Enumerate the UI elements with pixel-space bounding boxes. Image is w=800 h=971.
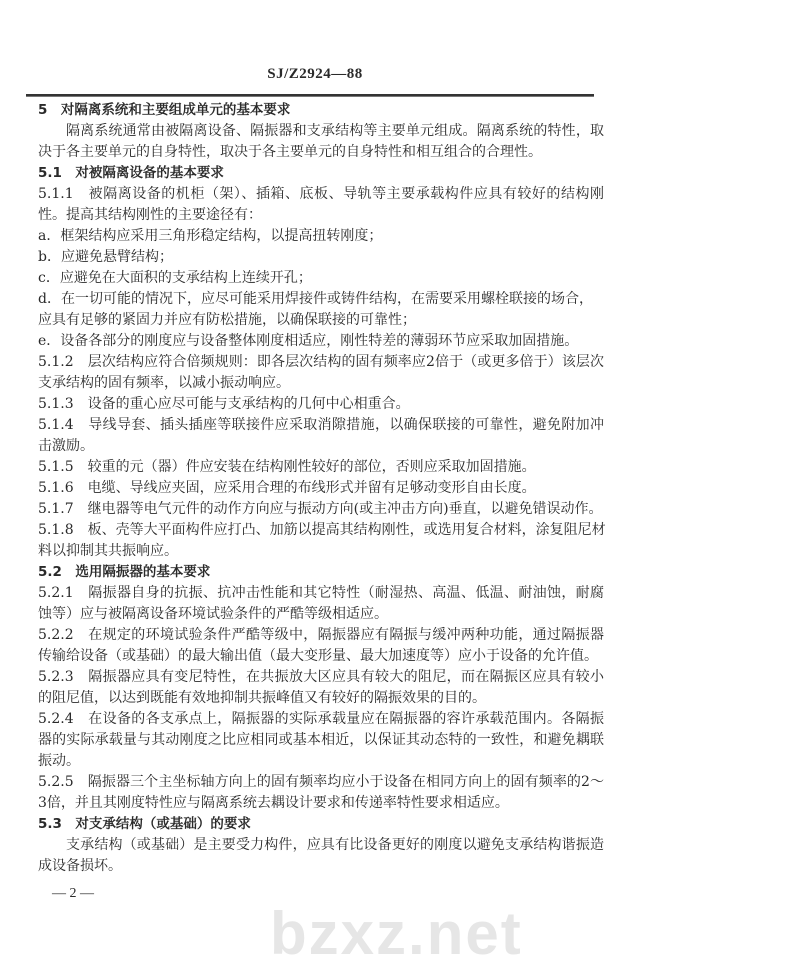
section-heading: 5.3 对支承结构（或基础）的要求: [38, 816, 251, 832]
text-line: 振动。: [38, 753, 80, 769]
text-line: 5.2.5 隔振器三个主坐标轴方向上的固有频率均应小于设备在相同方向上的固有频率的2～: [38, 774, 604, 790]
text-line: a．框架结构应采用三角形稳定结构，以提高扭转刚度；: [38, 228, 383, 244]
text-line: 5.1.2 层次结构应符合倍频规则：即各层次结构的固有频率应2倍于（或更多倍于）该层次: [38, 354, 604, 370]
text-line: 隔离系统通常由被隔离设备、隔振器和支承结构等主要单元组成。隔离系统的特性，取: [66, 123, 604, 139]
text-line: 5.1.5 较重的元（器）件应安装在结构刚性较好的部位，否则应采取加固措施。: [38, 459, 536, 475]
text-line: b．应避免悬臂结构；: [38, 249, 173, 265]
document-body: [38, 100, 604, 877]
text-line: 5.1.3 设备的重心应尽可能与支承结构的几何中心相重合。: [38, 396, 410, 412]
text-line: 5.1.1 被隔离设备的机柜（架）、插箱、底板、导轨等主要承载构件应具有较好的结构刚: [38, 186, 604, 202]
text-line: 成设备损坏。: [38, 858, 122, 874]
text-line: 决于各主要单元的自身特性，取决于各主要单元的自身特性和相互组合的合理性。: [38, 144, 542, 160]
text-line: 应具有足够的紧固力并应有防松措施，以确保联接的可靠性；: [38, 312, 416, 328]
text-line: 的阻尼值，以达到既能有效地抑制共振峰值又有较好的隔振效果的目的。: [38, 690, 486, 706]
text-line: 5.2.2 在规定的环境试验条件严酷等级中，隔振器应有隔振与缓冲两种功能，通过隔振器: [38, 627, 604, 643]
text-line: e．设备各部分的刚度应与设备整体刚度相适应，刚性特差的薄弱环节应采取加固措施。: [38, 333, 579, 349]
text-line: 5.1.4 导线导套、插头插座等联接件应采取消隙措施，以确保联接的可靠性，避免附加冲: [38, 417, 604, 433]
text-line: 5.2.1 隔振器自身的抗振、抗冲击性能和其它特性（耐湿热、高温、低温、耐油蚀，耐腐: [38, 585, 604, 601]
section-heading: 5.1 对被隔离设备的基本要求: [38, 165, 224, 181]
page-number: — 2 —: [52, 886, 94, 901]
text-line: 5.1.8 板、壳等大平面构件应打凸、加筋以提高其结构刚性，或选用复合材料，涂复阻尼材: [38, 522, 606, 538]
section-heading: 5 对隔离系统和主要组成单元的基本要求: [38, 102, 291, 118]
section-heading: 5.2 选用隔振器的基本要求: [38, 564, 211, 580]
text-line: 支承结构（或基础）是主要受力构件，应具有比设备更好的刚度以避免支承结构谐振造: [66, 837, 604, 853]
text-line: 5.2.3 隔振器应具有变尼特性，在共振放大区应具有较大的阻尼，而在隔振区应具有较小: [38, 669, 604, 685]
text-line: c．应避免在大面积的支承结构上连续开孔；: [38, 270, 312, 286]
text-line: 击激励。: [38, 438, 94, 454]
text-line: 5.2.4 在设备的各支承点上，隔振器的实际承载量应在隔振器的容许承载范围内。各隔振: [38, 711, 604, 727]
text-line: 3倍，并且其刚度特性应与隔离系统去耦设计要求和传递率特性要求相适应。: [38, 795, 509, 811]
document-number: SJ/Z2924—88: [267, 66, 363, 82]
text-line: 支承结构的固有频率，以减小振动响应。: [38, 375, 290, 391]
header-rule: [26, 94, 594, 97]
text-line: 5.1.6 电缆、导线应夹固，应采用合理的布线形式并留有足够动变形自由长度。: [38, 480, 536, 496]
text-line: 性。提高其结构刚性的主要途径有：: [38, 207, 262, 223]
text-line: 5.1.7 继电器等电气元件的动作方向应与振动方向(或主冲击方向)垂直，以避免错误动作。: [38, 501, 603, 517]
text-line: 蚀等）应与被隔离设备环境试验条件的严酷等级相适应。: [38, 606, 388, 622]
text-line: 料以抑制其共振响应。: [38, 543, 178, 559]
text-line: 传输给设备（或基础）的最大输出值（最大变形量、最大加速度等）应小于设备的允许值。: [38, 648, 598, 664]
text-line: d．在一切可能的情况下，应尽可能采用焊接件或铸件结构，在需要采用螺栓联接的场合，: [38, 291, 593, 307]
watermark: bzxz.net: [270, 900, 523, 967]
text-line: 器的实际承载量与其动刚度之比应相同或基本相近，以保证其动态特的一致性，和避免耦联: [38, 732, 604, 748]
